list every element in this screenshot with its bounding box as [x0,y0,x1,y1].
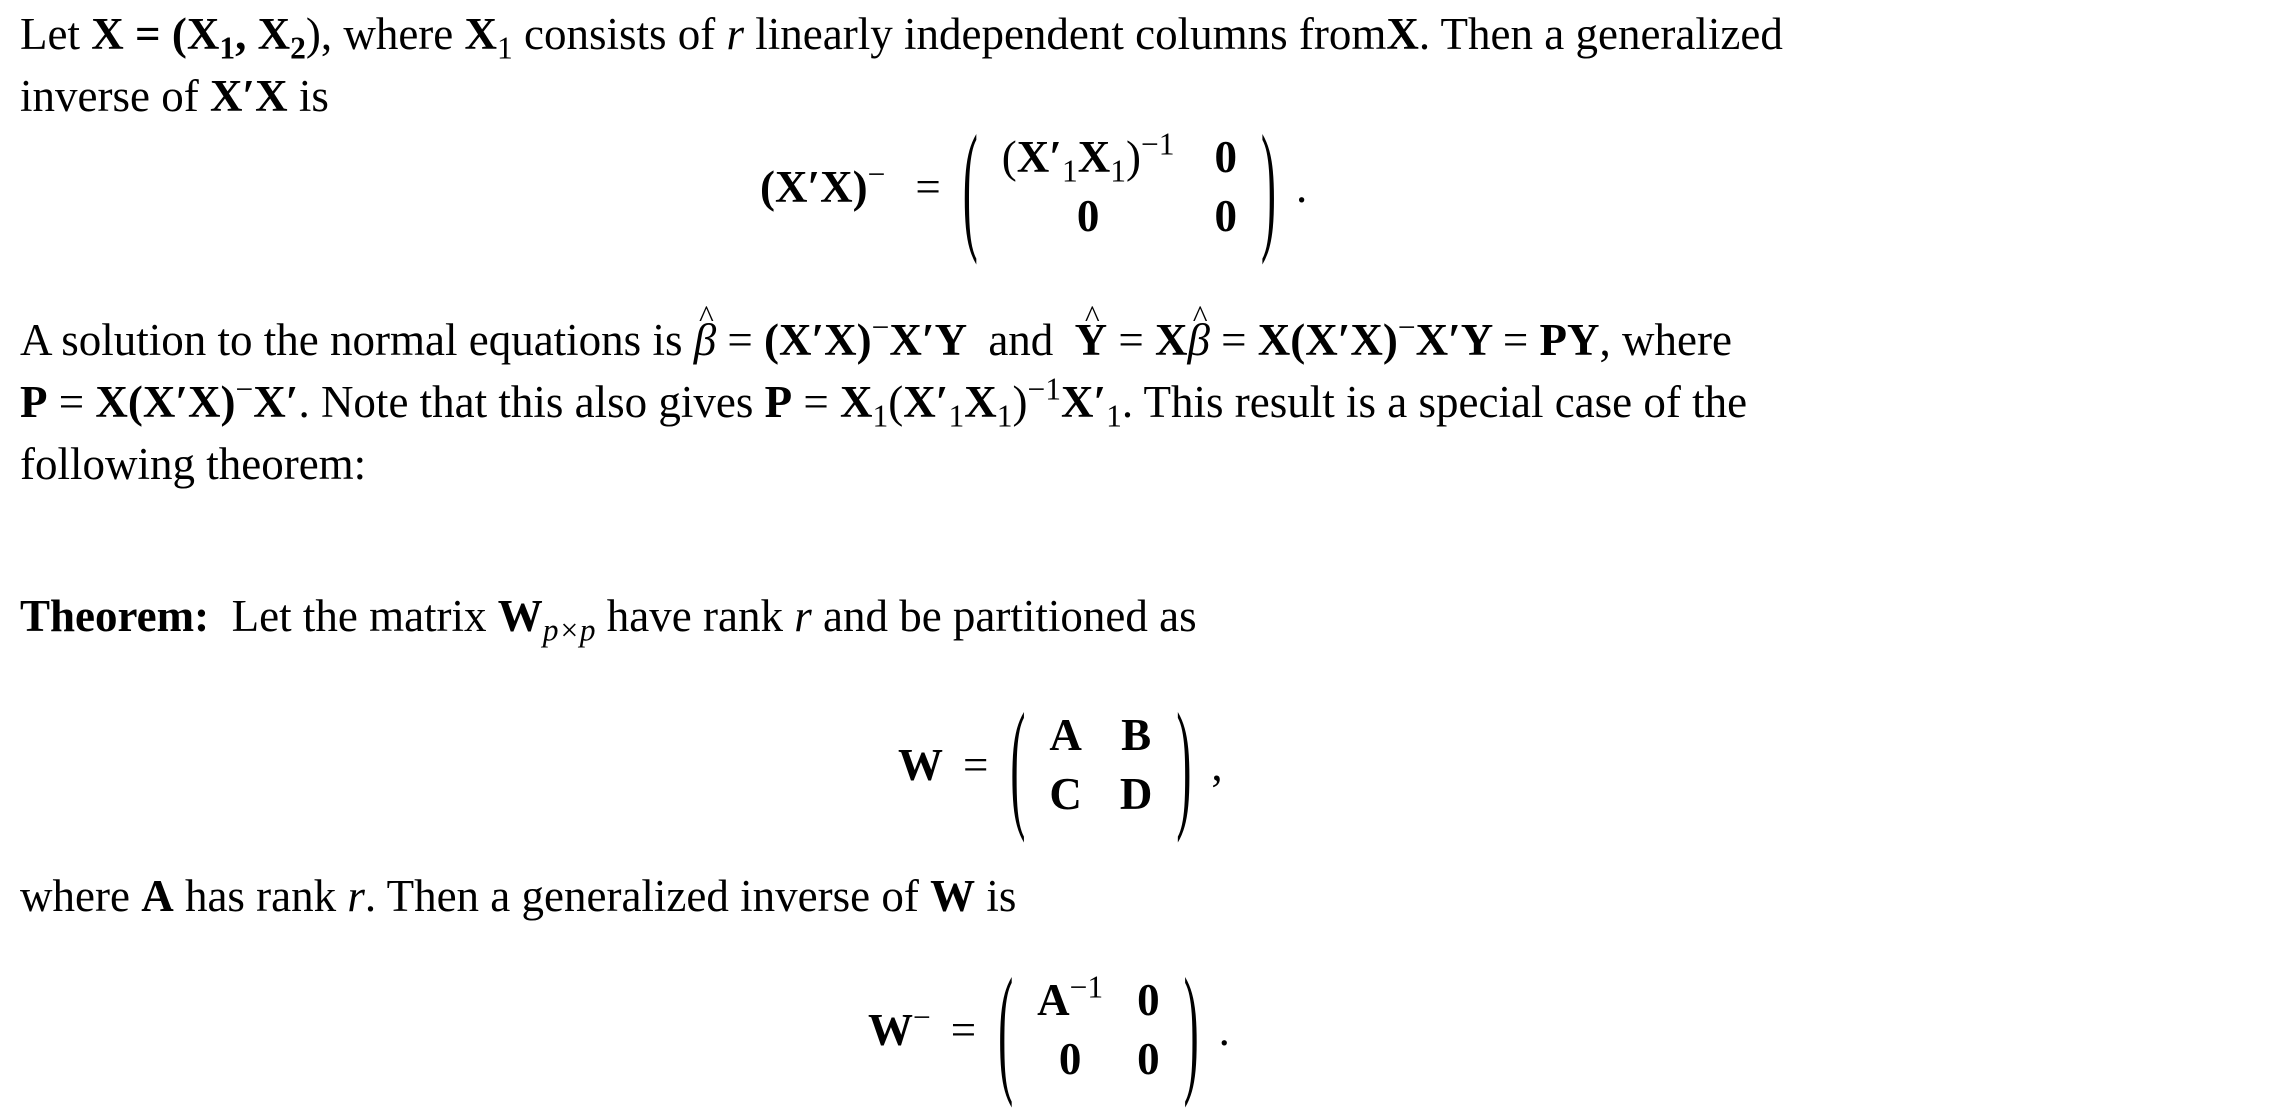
paragraph-2-line-1 [20,309,1732,365]
equals-sign: = [915,161,941,212]
math-xtx: X′X [209,71,288,121]
matrix-2-cell-a: A [1049,710,1082,760]
equation-1 [760,105,1308,266]
text: is [298,71,329,121]
matrix-1 [962,105,1276,266]
math-r: r [794,591,812,641]
matrix-1-cell-21: 0 [1076,191,1100,241]
math-w: W [930,871,976,921]
text: . This result is a special case of the [1121,377,1748,427]
right-paren: ) [1183,948,1199,1108]
equals-sign: = [963,739,989,790]
text: Let [20,9,80,59]
math-a: A [141,871,174,921]
paragraph-3 [20,871,1017,921]
matrix-2 [1010,683,1192,844]
comma: , [1211,739,1223,790]
matrix-3-cell-21: 0 [1058,1034,1082,1084]
text: consists of [524,9,716,59]
text: and [988,315,1054,365]
period: . [1218,1004,1230,1055]
paragraph-1-line-1 [20,9,1783,66]
equals-sign: = [950,1004,977,1055]
paragraph-2-line-3 [20,439,367,489]
math-p-def: = X(X′X)−X′ [58,371,299,427]
equation-2 [898,683,1223,844]
math-r: r [347,871,365,921]
text: have rank [606,591,783,641]
text: where [20,871,130,921]
matrix-1-cell-12: 0 [1214,132,1237,182]
text: . Then a generalized [1418,9,1783,59]
math-w-pxp: $W_{p\times p}$ [497,591,596,648]
math-fitted: = X^ β = X(X′X)−X′Y = PY [1118,315,1599,365]
math-p: P [20,377,48,427]
matrix-3-cell-12: 0 [1137,975,1160,1025]
paragraph-1-line-2 [20,71,329,121]
math-r: r [726,9,745,59]
left-paren: ( [998,948,1014,1108]
matrix-1-cell-22: 0 [1214,191,1237,241]
text: . Note that this also gives [298,377,754,427]
math-x-partition: $X = (X_1$, $X_2$), where [91,9,454,66]
math-p-alt: = $X_1(X'_1X_1)^{-1}X'_1$ [803,371,1122,434]
matrix-3-cell-22: 0 [1137,1034,1160,1084]
math-solution: = (X′X)−X′Y [727,309,968,365]
matrix-1-cell-11: $(X'_1X_1)^{-1}$ [1001,126,1175,189]
math-x: X [1386,9,1419,59]
text: A solution to the normal equations is [20,315,683,365]
left-paren: ( [962,105,978,266]
matrix-2-cell-d: D [1119,769,1153,819]
text: following theorem: [20,439,367,489]
theorem-heading: Theorem: [20,591,210,641]
matrix-3-cell-11: $A^{-1}$ [1037,969,1104,1025]
paragraph-2-line-2 [20,371,1748,434]
left-paren: ( [1010,683,1026,844]
text: Let the matrix [231,591,487,641]
period: . [1295,161,1308,212]
text: and be partitioned as [822,591,1197,641]
equation-1-lhs: (X′X)− [760,156,886,212]
matrix-3 [998,948,1199,1108]
right-paren: ) [1176,683,1192,844]
equation-2-lhs: W [898,739,943,790]
matrix-2-cell-c: C [1049,769,1082,819]
text: inverse of [20,71,199,121]
right-paren: ) [1260,105,1276,266]
equation-3 [868,948,1230,1108]
equation-3-lhs: W− [868,999,931,1055]
text: linearly independent columns from [755,9,1387,59]
text: has rank [184,871,337,921]
text: , where [1599,315,1732,365]
math-x1: $X_1$ [464,9,513,66]
theorem-statement [20,591,1197,648]
math-beta-hat: ^ β [694,318,716,363]
matrix-2-cell-b: B [1121,710,1152,760]
text: . Then a generalized inverse of [364,871,919,921]
math-y-hat: ^ Y [1075,318,1108,363]
text: is [986,871,1017,921]
math-p: P [764,377,793,427]
